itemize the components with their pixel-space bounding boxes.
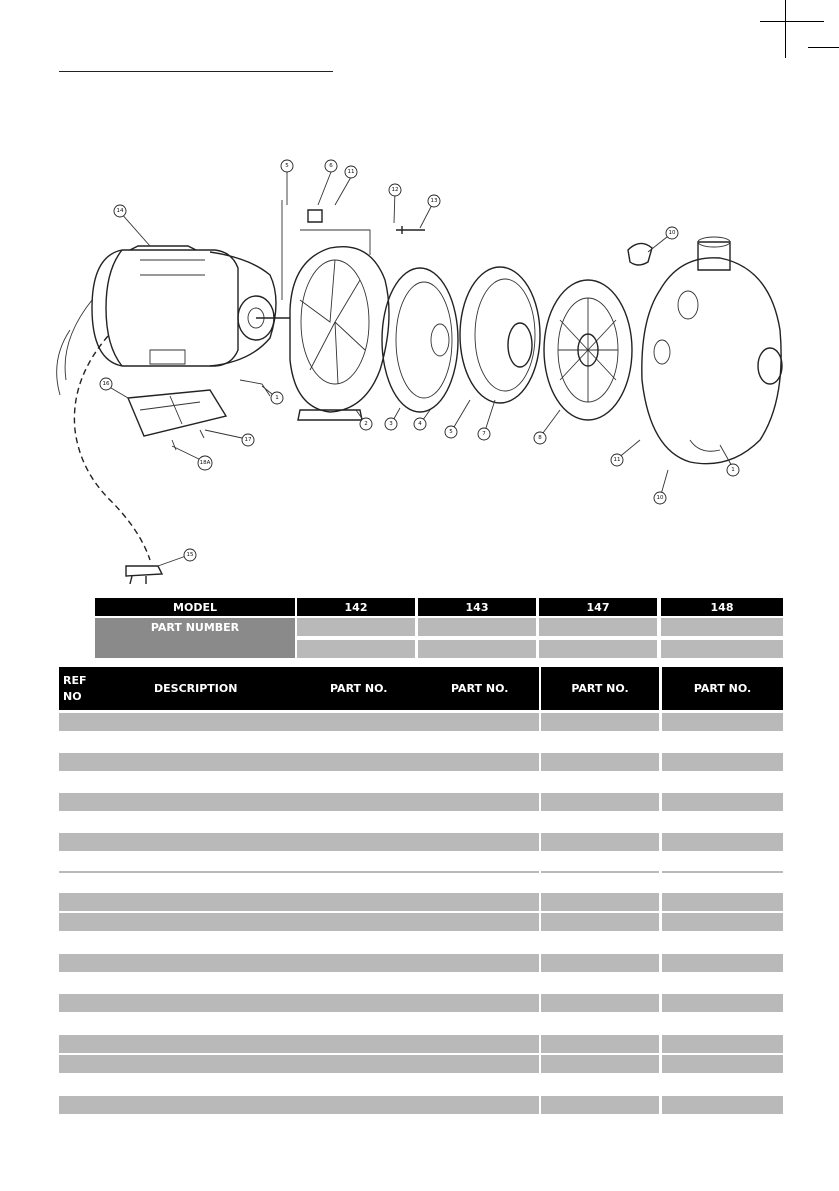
parts-header [662,667,783,710]
svg-text:11: 11 [347,169,355,175]
table-row [59,913,539,931]
table-row [541,793,659,811]
part-no-header-2: PART NO. [451,682,509,695]
table-row [662,954,783,972]
table-row [541,913,659,931]
impeller-drawing [544,280,632,420]
part-number-cell [661,618,783,636]
model-147: 147 [539,598,657,616]
table-row [662,893,783,911]
power-cord-drawing [74,336,162,584]
callout-5 [281,160,293,172]
model-143: 143 [418,598,536,616]
callout-10 [666,227,678,239]
table-row [662,793,783,811]
part-number-cell [418,618,536,636]
table-row [59,994,539,1012]
callout-4 [414,418,426,430]
part-number-cell [539,640,657,658]
svg-text:5: 5 [285,163,289,169]
table-row [662,1055,783,1073]
table-row [662,994,783,1012]
callout-2 [360,418,372,430]
table-row [59,793,539,811]
table-row [59,753,539,771]
svg-text:1: 1 [731,467,735,473]
callout-5b [445,426,457,438]
table-row [662,833,783,851]
table-row [541,713,659,731]
part-number-cell [297,640,415,658]
part-number-cell [297,618,415,636]
svg-text:10: 10 [656,495,664,501]
table-divider [662,871,783,873]
ref-no-header: REF NO [63,674,87,703]
callout-1 [271,392,283,404]
model-142: 142 [297,598,415,616]
table-row [541,994,659,1012]
table-row [662,913,783,931]
part-number-label: PART NUMBER [95,618,295,658]
base-bracket-drawing [128,390,226,450]
model-148: 148 [661,598,783,616]
svg-text:5: 5 [449,429,453,435]
table-row [59,1055,539,1073]
part-no-header-3: PART NO. [571,682,629,695]
part-number-cell [418,640,536,658]
svg-text:17: 17 [244,437,252,443]
callout-12 [389,184,401,196]
part-no-header-1: PART NO. [330,682,388,695]
model-label: MODEL [95,598,295,616]
table-row [662,1096,783,1114]
svg-text:10: 10 [668,230,676,236]
motor-drawing [57,246,290,395]
callout-15 [184,549,196,561]
callout-14 [114,205,126,217]
svg-text:4: 4 [418,421,422,427]
svg-text:16: 16 [102,381,110,387]
callout-11 [345,166,357,178]
svg-text:3: 3 [389,421,393,427]
table-row [541,1096,659,1114]
callout-1b [727,464,739,476]
callout-18a [198,456,212,470]
svg-text:6: 6 [329,163,333,169]
callout-11b [611,454,623,466]
svg-text:7: 7 [482,431,486,437]
part-number-cell [539,618,657,636]
table-divider [541,871,659,873]
svg-text:14: 14 [116,208,124,214]
callout-10b [654,492,666,504]
adaptor-flange-drawing [282,200,389,420]
table-row [59,713,539,731]
table-row [59,1096,539,1114]
callout-8 [534,432,546,444]
svg-text:13: 13 [430,198,438,204]
description-header: DESCRIPTION [154,682,238,695]
svg-text:2: 2 [364,421,368,427]
table-divider [59,871,539,873]
table-row [541,753,659,771]
pump-housing-drawing [628,237,782,464]
table-row [541,1055,659,1073]
table-row [662,753,783,771]
table-row [541,893,659,911]
part-no-header-4: PART NO. [693,682,752,695]
callout-3 [385,418,397,430]
table-row [541,1035,659,1053]
table-row [662,1035,783,1053]
svg-text:12: 12 [391,187,399,193]
callout-6 [325,160,337,172]
svg-text:1: 1 [275,395,279,401]
parts-header [59,667,539,710]
callout-leaders [106,172,733,566]
callout-13 [428,195,440,207]
table-row [541,954,659,972]
svg-text:15: 15 [186,552,194,558]
callout-16 [100,378,112,390]
table-row [59,1035,539,1053]
svg-text:18A: 18A [199,460,211,466]
svg-text:11: 11 [613,457,621,463]
callout-bubbles [100,160,739,561]
seal-disc-drawing [382,267,540,412]
parts-header [541,667,659,710]
hardware-drawing [240,210,425,396]
svg-text:8: 8 [538,435,542,441]
table-row [541,833,659,851]
part-number-cell [661,640,783,658]
table-row [59,954,539,972]
table-row [662,713,783,731]
table-row [59,833,539,851]
model-row [95,598,783,616]
callout-17 [242,434,254,446]
callout-7 [478,428,490,440]
table-row [59,893,539,911]
